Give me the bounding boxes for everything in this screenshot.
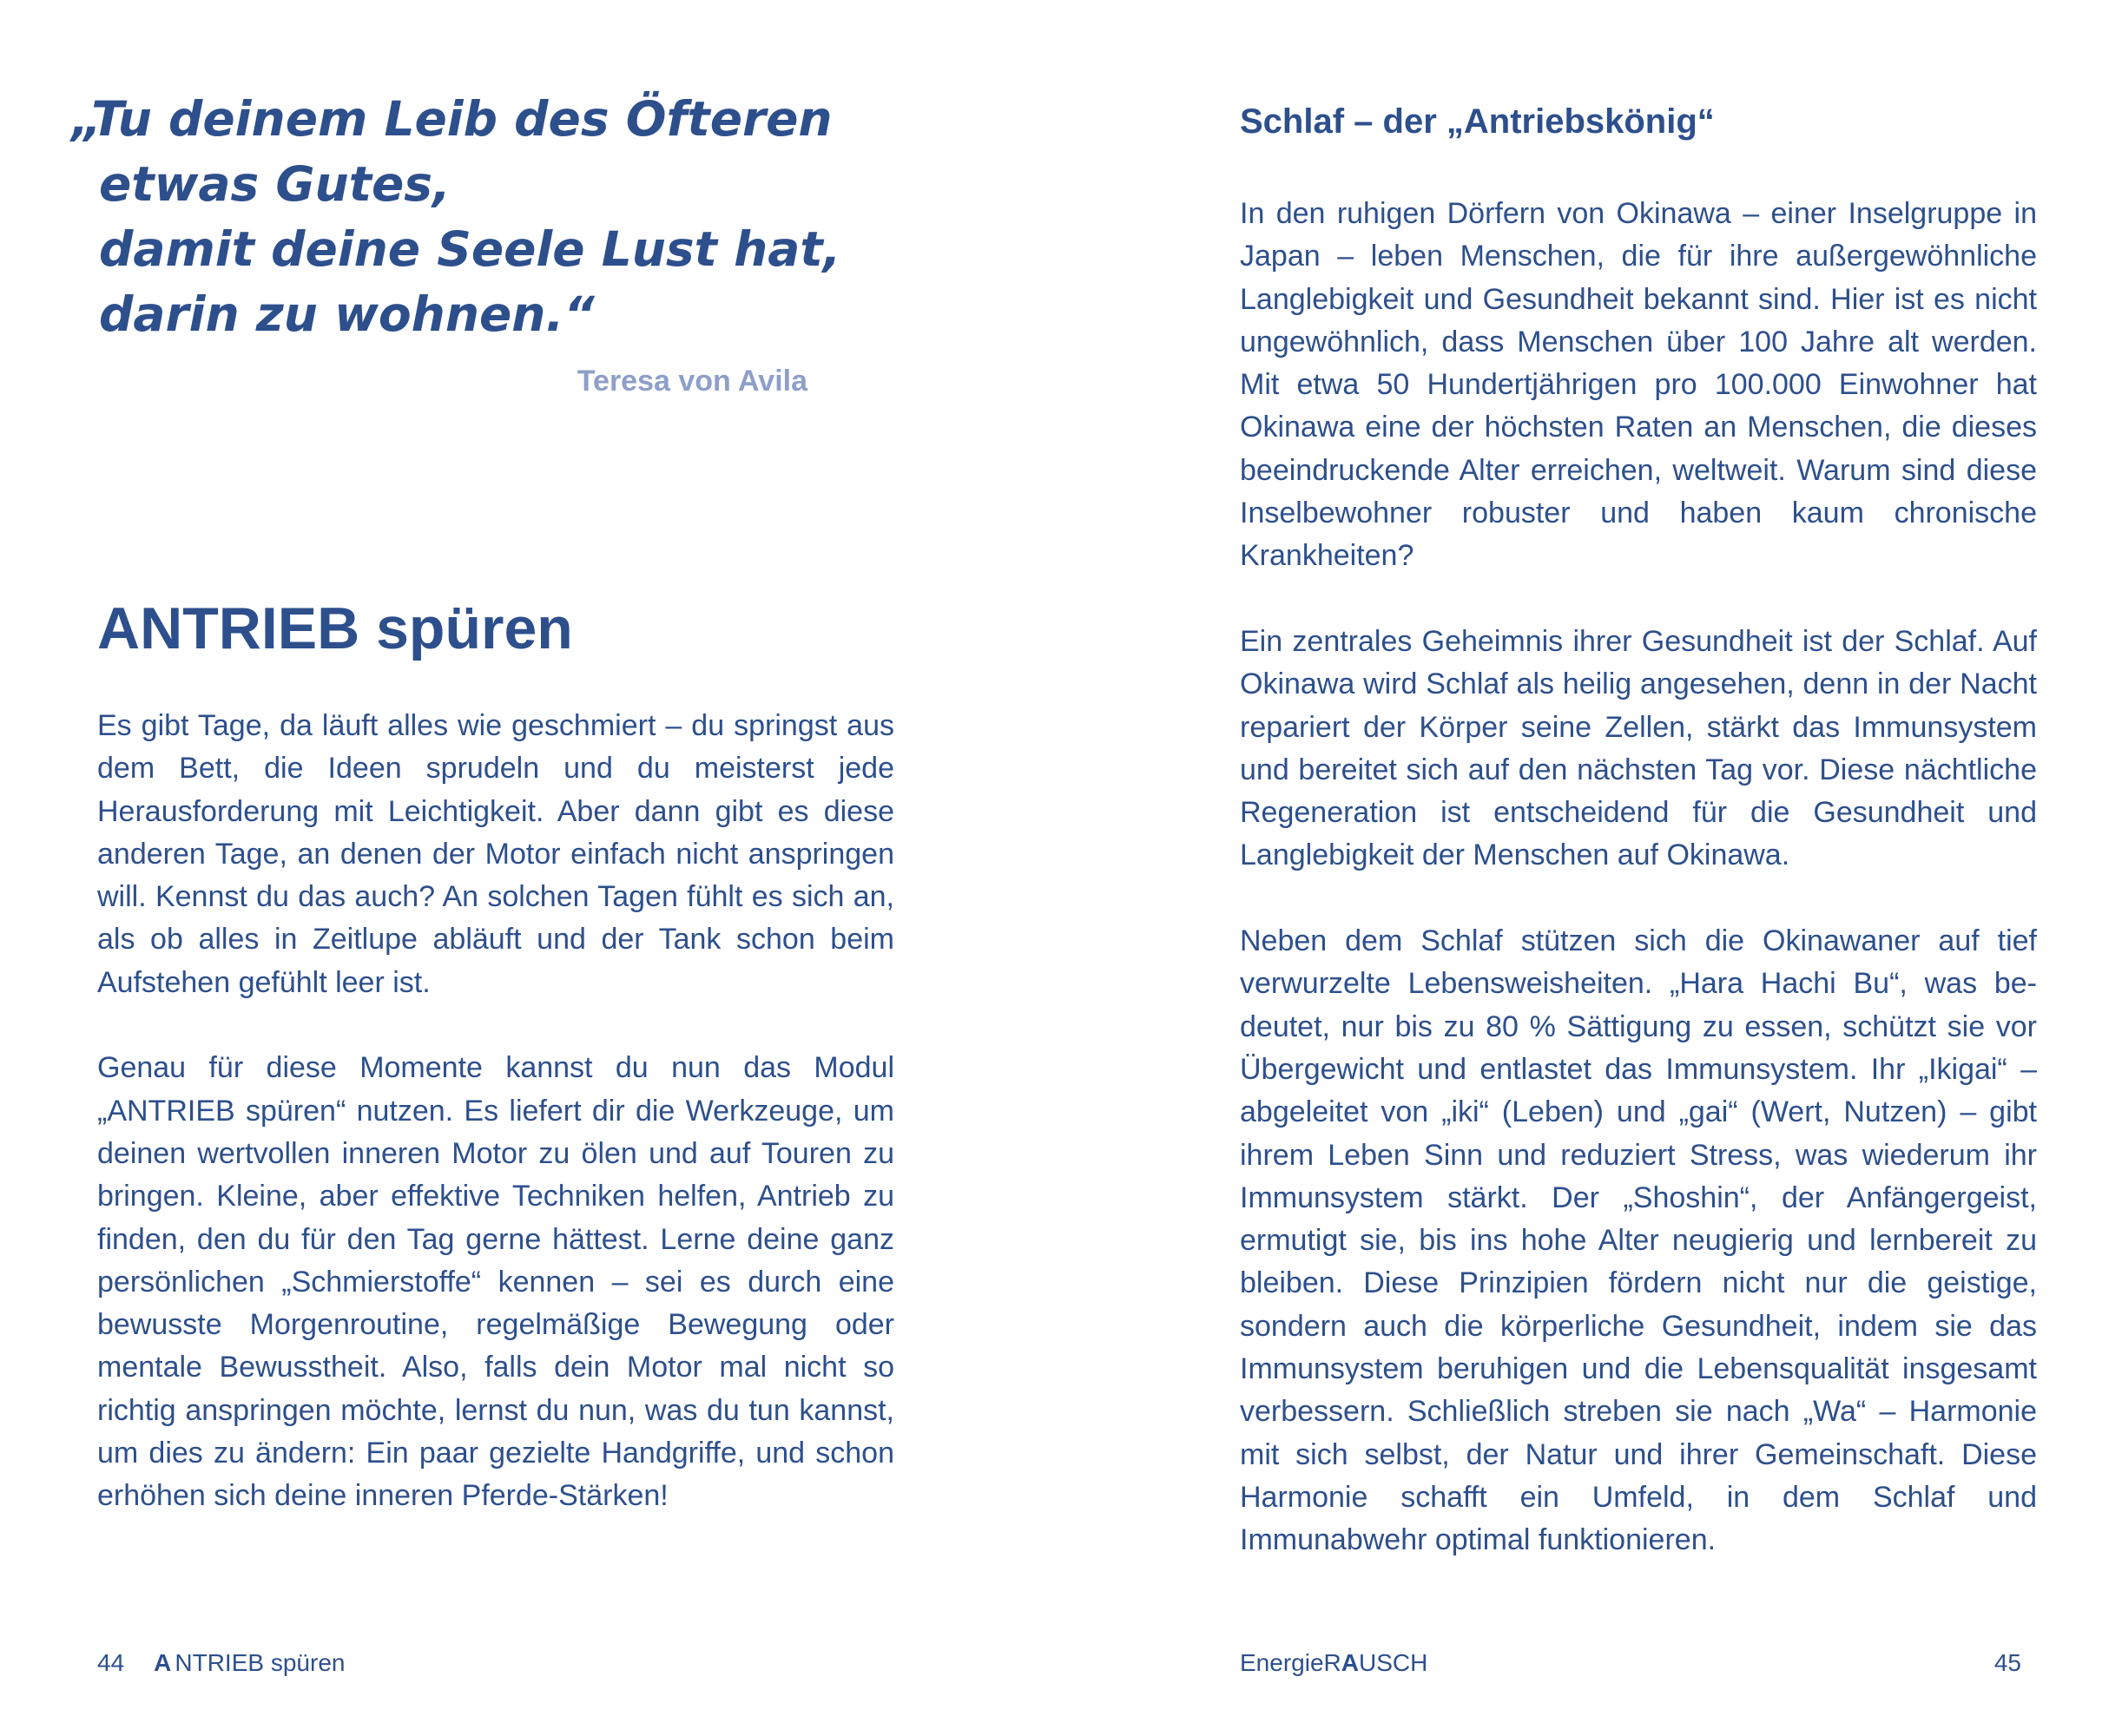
section-body-text: [1240, 193, 2037, 1605]
paragraph: Ein zentrales Geheimnis ihrer Gesundheit ist der Schlaf. Auf Okinawa wird Schlaf als heilig angesehen, denn in der Nacht repariert der Körper seine Zellen, stärkt das Immunsystem und bereitet sich auf den nächsten Tag vor. Diese nächtliche Regeneration ist entscheidend für die Gesundheit und Langlebigkeit der Menschen auf Okinawa.: [1240, 624, 2037, 872]
paragraph: Genau für diese Momente kannst du nun das Modul „ANTRIEB spüren“ nutzen. Es liefert dir die Werkzeuge, um deinen wertvollen inneren Motor zu ölen und auf Touren zu bringen. Kleine, aber effektive Techniken helfen, Antrieb zu finden, den du für den Tag gerne hättest. Lerne deine ganz persönlichen „Schmierstoffe“ kennen – sei es durch eine bewusste Morgenroutine, regelmäßige Bewegung oder mentale Bewusstheit. Also, falls dein Motor mal nicht so richtig anspringen möchte, lernst du nun, was du tun kannst, um dies zu ändern: Ein paar gezielte Handgriffe, und schon erhöhen sich deine inneren Pferde-Stärken!: [97, 1051, 894, 1513]
quote-line: „Tu deinem Leib des Öfteren: [71, 91, 833, 147]
section-title: Schlaf – der „Antriebskönig“: [1240, 102, 1715, 141]
quote-line: darin zu wohnen.“: [99, 286, 595, 342]
paragraph: In den ruhigen Dörfern von Okinawa – einer Inselgruppe in Japan – leben Menschen, die für ihre außergewöhnliche Langlebigkeit und Gesundheit bekannt sind. Hier ist es nicht ungewöhnlich, dass Menschen über 100 Jahre alt werden. Mit etwa 50 Hundertjährigen pro 100.000 Einwohner hat Okinawa eine der höchsten Raten an Menschen, die dieses beeindruckende Alter erreichen, weltweit. Warum sind diese Inselbewohner robuster und haben kaum chronische Krankheiten?: [1240, 197, 2037, 573]
page-footer-left: [97, 1649, 345, 1677]
quote-line: etwas Gutes,: [99, 156, 451, 212]
paragraph: Neben dem Schlaf stützen sich die Okinawaner auf tief verwurzelte Lebensweisheiten. „Hara Hachi Bu“, was bedeutet, nur bis zu 80 % Sättigung zu essen, schützt sie vor Übergewicht und entlastet das Immunsystem. Ihr „Ikigai“ – abgeleitet von „iki“ (Leben) und „gai“ (Wert, Nutzen) – gibt ihrem Leben Sinn und reduziert Stress, was wiederum ihr Immunsystem stärkt. Der „Shoshin“, der Anfängergeist, ermutigt sie, bis ins hohe Alter neugierig und lernbereit zu bleiben. Diese Prinzipien fördern nicht nur die geistige, sondern auch die körperliche Gesundheit, indem sie das Immunsystem beruhigen und die Lebensqualität insgesamt verbessern. Schließlich streben sie nach „Wa“ – Harmonie mit sich selbst, der Natur und ihrer Gemeinschaft. Diese Harmonie schafft ein Umfeld, in dem Schlaf und Immunabwehr optimal funktionieren.: [1240, 924, 2037, 1557]
running-head-text: NTRIEB spüren: [175, 1649, 346, 1676]
running-head-accent: A: [154, 1649, 172, 1676]
quote-line: damit deine Seele Lust hat,: [99, 221, 841, 277]
brand-prefix: EnergieR: [1240, 1649, 1341, 1676]
page-footer-brand: [1240, 1649, 1427, 1677]
brand-suffix: USCH: [1358, 1649, 1428, 1676]
epigraph-quote: [71, 87, 939, 347]
page-number: 45: [1993, 1649, 2021, 1676]
quote-author: Teresa von Avila: [577, 365, 807, 398]
right-page: [1061, 0, 2122, 1736]
paragraph: Es gibt Tage, da läuft alles wie geschmiert – du springst aus dem Bett, die Ideen sprudeln und du meisterst jede Herausforderung mit Leichtigkeit. Aber dann gibt es diese anderen Tage, an denen der Motor einfach nicht anspringen will. Kennst du das auch? An solchen Tagen fühlt es sich an, als ob alles in Zeitlupe abläuft und der Tank schon beim Aufstehen gefühlt leer ist.: [97, 709, 894, 999]
chapter-title: ANTRIEB spüren: [97, 595, 573, 661]
page-number: 44: [97, 1649, 125, 1676]
brand-accent: A: [1341, 1649, 1359, 1676]
chapter-intro-text: [97, 705, 894, 1561]
